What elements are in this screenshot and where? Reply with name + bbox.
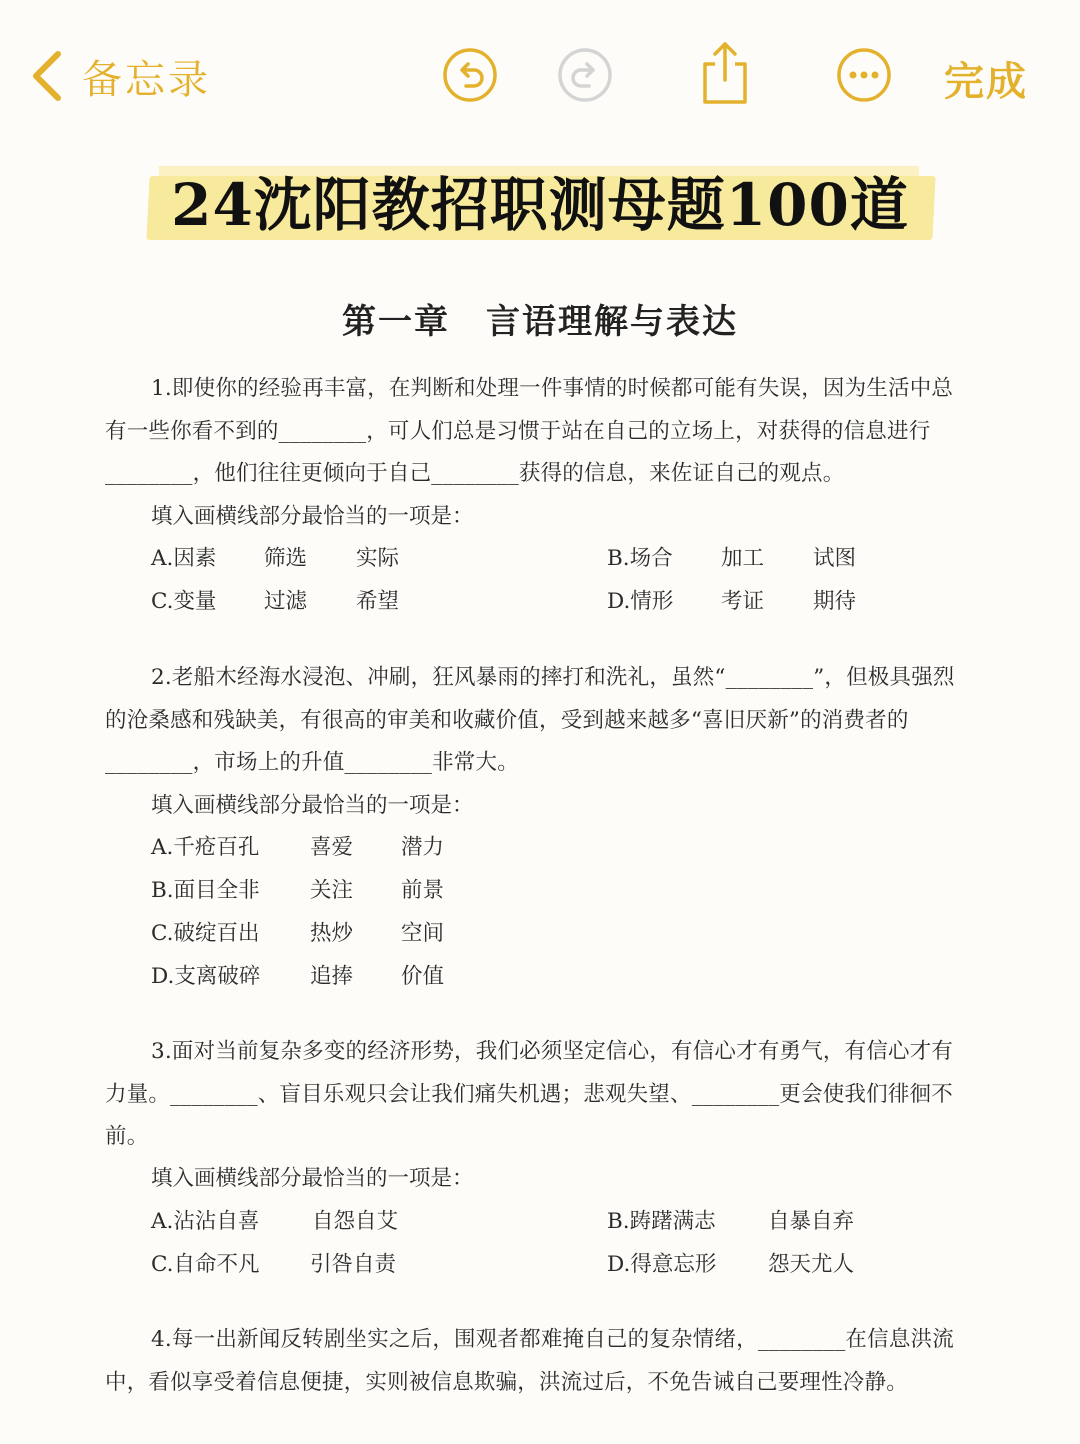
chapter-title: 言语理解与表达 [486,302,738,342]
question-2-option-b [151,870,971,913]
undo-button[interactable] [441,46,499,104]
question-3-text: 3.面对当前复杂多变的经济形势，我们必须坚定信心，有信心才有勇气，有信心才有力量。________、盲目乐观只会让我们痛失机遇；悲观失望、________更会使我们徘徊不前。 [105,1039,954,1149]
redo-icon [556,46,614,104]
option-word: 过滤 [264,589,308,614]
option-word: 引咎自责 [310,1252,397,1277]
option-word: 希望 [356,589,400,614]
back-button[interactable] [30,46,211,106]
option-word: 追捧 [310,964,354,989]
option-letter: B. [607,1209,630,1234]
question-1-options-row-1 [151,538,971,581]
option-c [151,913,260,956]
option-word: 潜力 [401,835,445,860]
option-word: 变量 [173,589,217,614]
question-2-option-c [151,913,971,956]
question-2-text: 2.老船木经海水浸泡、冲刷，狂风暴雨的摔打和洗礼，虽然“________”，但极具强烈的沧桑感和残缺美，有很高的审美和收藏价值，受到越来越多“喜旧厌新”的消费者的________，市场上的升值________非常大。 [105,665,955,775]
more-icon [835,46,893,104]
option-word: 筛选 [264,546,308,571]
option-word: 踌躇满志 [629,1209,716,1234]
share-button[interactable] [697,40,753,106]
option-a [151,538,216,581]
question-3-options-row-1 [151,1201,971,1244]
undo-icon [441,46,499,104]
option-word: 考证 [721,589,765,614]
option-word: 怨天尤人 [768,1252,855,1277]
option-word: 支离破碎 [174,964,261,989]
option-a [151,1201,259,1244]
redo-button[interactable] [556,46,614,104]
option-word: 加工 [721,546,765,571]
option-c [151,1244,260,1287]
option-word: 因素 [173,546,217,571]
back-label: 备忘录 [82,56,211,103]
option-c [151,581,217,624]
option-letter: C. [151,921,174,946]
option-word: 价值 [401,964,445,989]
option-word: 空间 [401,921,445,946]
option-word: 前景 [401,878,445,903]
option-word: 热炒 [310,921,354,946]
option-letter: D. [607,589,631,614]
option-letter: A. [151,546,174,571]
option-word: 千疮百孔 [173,835,260,860]
option-word: 面目全非 [173,878,260,903]
question-2-option-a [151,827,971,870]
notes-toolbar [0,0,1080,150]
option-word: 关注 [310,878,354,903]
option-word: 试图 [813,546,857,571]
option-word: 自暴自弃 [768,1209,855,1234]
question-2-option-d [151,956,971,999]
title-block [0,160,1080,250]
done-button[interactable]: 完成 [944,59,1028,105]
option-b [607,1201,716,1244]
option-word: 沾沾自喜 [173,1209,260,1234]
option-word: 自命不凡 [173,1252,260,1277]
option-b [607,538,673,581]
chevron-left-icon [30,49,64,103]
option-word: 喜爱 [310,835,354,860]
more-button[interactable] [835,46,893,104]
option-letter: C. [151,589,174,614]
option-word: 场合 [629,546,673,571]
option-letter: A. [151,835,174,860]
question-1-text: 1.即使你的经验再丰富，在判断和处理一件事情的时候都可能有失误，因为生活中总有一些你看不到的________，可人们总是习惯于站在自己的立场上，对获得的信息进行________，他们往往更倾向于自己________获得的信息，来佐证自己的观点。 [105,376,954,486]
option-word: 自怨自艾 [312,1209,399,1234]
option-letter: A. [151,1209,174,1234]
document-title: 24沈阳教招职测母题100道 [171,171,909,239]
question-4-text: 4.每一出新闻反转剧坐实之后，围观者都难掩自己的复杂情绪，________在信息洪流中，看似享受着信息便捷，实则被信息欺骗，洪流过后，不免告诫自己要理性冷静。 [105,1327,954,1395]
option-a [151,827,259,870]
option-word: 期待 [813,589,857,614]
option-word: 实际 [356,546,400,571]
share-icon [697,40,753,106]
option-word: 得意忘形 [630,1252,717,1277]
option-letter: D. [607,1252,631,1277]
question-1-options-row-2 [151,581,971,624]
question-2-prompt: 填入画横线部分最恰当的一项是： [151,793,474,818]
option-letter: D. [151,964,175,989]
option-word: 情形 [630,589,674,614]
option-d [607,1244,716,1287]
question-3-options-row-2 [151,1244,971,1287]
option-d [151,956,260,999]
question-1-prompt: 填入画横线部分最恰当的一项是： [151,504,474,529]
option-letter: B. [607,546,630,571]
option-word: 破绽百出 [173,921,260,946]
chapter-heading [0,294,1080,350]
option-letter: C. [151,1252,174,1277]
option-letter: B. [151,878,174,903]
option-b [151,870,260,913]
question-3-prompt: 填入画横线部分最恰当的一项是： [151,1166,474,1191]
chapter-label: 第一章 [342,302,450,342]
option-d [607,581,673,624]
